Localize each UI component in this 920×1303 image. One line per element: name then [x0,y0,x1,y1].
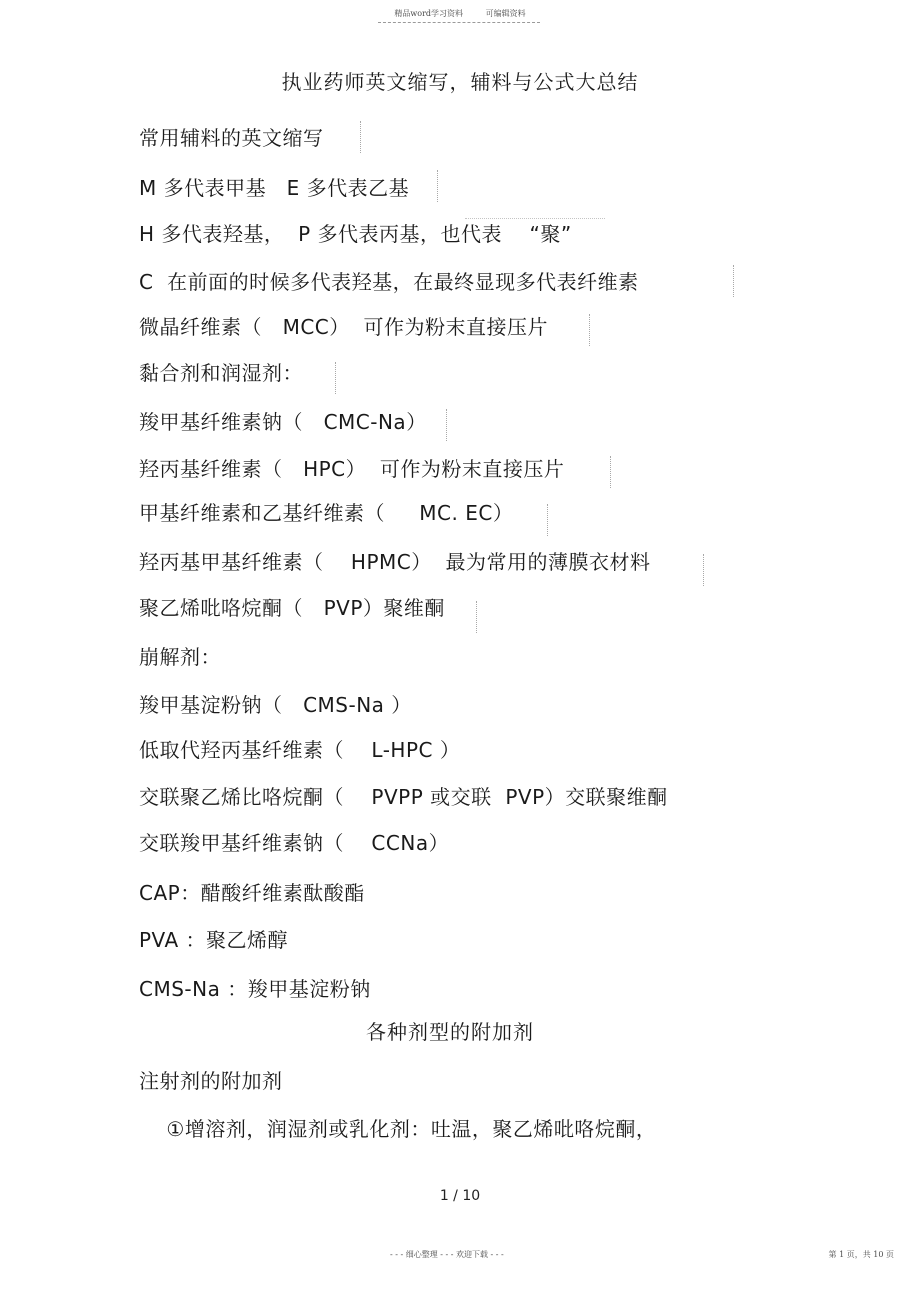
footer-center-text: - - - 细心整理 - - - 欢迎下载 - - - [390,1250,504,1259]
line-cms-na-abbrev: CMS-Na ：羧甲基淀粉钠 [139,977,371,1001]
layout-artifact-mark [733,265,734,297]
line-pvpp: 交联聚乙烯比咯烷酮（ PVPP 或交联 PVP）交联聚维酮 [139,785,668,809]
line-hpc: 羟丙基纤维素（ HPC） 可作为粉末直接压片 [139,457,565,481]
layout-artifact-mark [446,409,447,441]
line-cmc-na: 羧甲基纤维素钠（ CMC-Na） [139,410,427,434]
layout-artifact-mark [335,362,336,394]
header-right-text: 可编辑资料 [485,9,526,18]
line-injection-heading: 注射剂的附加剂 [139,1069,283,1093]
line-ccna: 交联羧甲基纤维素钠（ CCNa） [139,831,450,855]
layout-artifact-mark [476,601,477,633]
line-disintegrants-heading: 崩解剂： [139,645,221,669]
line-mc-ec: 甲基纤维素和乙基纤维素（ MC. EC） [139,501,514,525]
line-pvp: 聚乙烯吡咯烷酮（ PVP）聚维酮 [139,596,445,620]
layout-artifact-mark [589,314,590,346]
line-m-e: M 多代表甲基 E 多代表乙基 [139,176,410,200]
layout-artifact-mark [437,170,438,202]
section-heading: 各种剂型的附加剂 [366,1020,534,1044]
line-mcc: 微晶纤维素（ MCC） 可作为粉末直接压片 [139,315,548,339]
layout-artifact-mark [547,504,548,536]
footer-page-count: 第 1 页，共 10 页 [828,1250,894,1259]
line-binders-heading: 黏合剂和润湿剂： [139,361,303,385]
header-divider [378,22,540,23]
line-pva: PVA ：聚乙烯醇 [139,928,289,952]
layout-artifact-mark [360,121,361,153]
header-left-text: 精品word学习资料 [394,9,464,18]
line-cms-na: 羧甲基淀粉钠（ CMS-Na ） [139,693,412,717]
layout-artifact-mark [703,554,704,586]
layout-artifact-mark [610,456,611,488]
page-number: 1 / 10 [439,1188,481,1204]
line-abbrev-heading: 常用辅料的英文缩写 [139,126,324,150]
line-h-p: H 多代表羟基， P 多代表丙基，也代表 “聚” [139,222,572,246]
line-solubilizers: ①增溶剂，润湿剂或乳化剂：吐温，聚乙烯吡咯烷酮， [139,1117,657,1141]
line-cap: CAP：醋酸纤维素酞酸酯 [139,881,365,905]
line-l-hpc: 低取代羟丙基纤维素（ L-HPC ） [139,738,461,762]
line-c: C 在前面的时候多代表羟基，在最终显现多代表纤维素 [139,270,639,294]
document-title: 执业药师英文缩写，辅料与公式大总结 [281,70,639,94]
line-hpmc: 羟丙基甲基纤维素（ HPMC） 最为常用的薄膜衣材料 [139,550,651,574]
page-header [0,8,920,19]
layout-artifact-mark [465,218,605,219]
